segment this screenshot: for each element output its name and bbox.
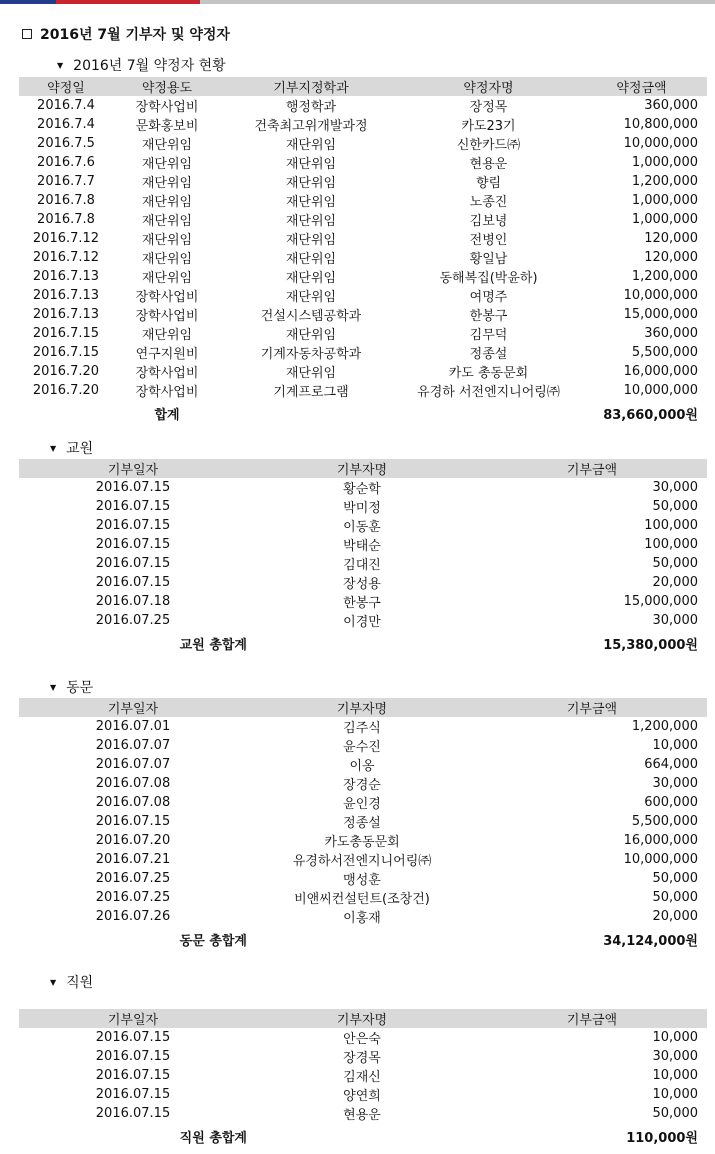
accent-gray — [200, 0, 715, 4]
table-cell: 건설시스템공학과 — [260, 309, 362, 324]
column-header: 기부일자 — [19, 698, 247, 717]
table-cell: 2016.07.21 — [95, 852, 171, 867]
table-cell: 100,000 — [644, 518, 698, 533]
triangle-bullet-icon: ▼ — [57, 60, 64, 70]
table-cell: 장경순 — [343, 778, 381, 793]
table-row — [19, 831, 707, 850]
table-cell: 2016.07.15 — [95, 556, 171, 571]
table-row — [19, 1047, 707, 1066]
pledge-table-body — [19, 96, 707, 426]
table-row — [19, 497, 707, 516]
table-cell: 이경만 — [343, 615, 381, 630]
table-cell: 황순학 — [343, 482, 381, 497]
accent-red — [56, 0, 200, 4]
total-value: 34,124,000원 — [603, 933, 698, 949]
table-cell: 전병인 — [469, 233, 508, 248]
total-row — [19, 1123, 707, 1149]
table-cell: 15,000,000 — [623, 307, 698, 322]
column-header: 기부금액 — [477, 459, 707, 478]
table-cell: 1,000,000 — [631, 193, 698, 208]
table-cell: 5,500,000 — [631, 814, 698, 829]
table-cell: 2016.07.25 — [95, 871, 171, 886]
table-cell: 30,000 — [652, 1049, 698, 1064]
table-cell: 10,000,000 — [623, 383, 698, 398]
table-row — [19, 1085, 707, 1104]
table-cell: 김주식 — [343, 721, 381, 736]
page-title-text: 2016년 7월 기부자 및 약정자 — [40, 27, 230, 43]
header-row — [19, 77, 707, 96]
table-row — [19, 717, 707, 736]
table-cell: 2016.7.8 — [37, 212, 95, 227]
table-cell: 10,000 — [652, 1087, 698, 1102]
table-cell: 양연희 — [343, 1089, 381, 1104]
table-cell: 2016.7.20 — [32, 364, 100, 379]
table-cell: 김무덕 — [469, 328, 508, 343]
table-cell: 2016.07.15 — [95, 518, 171, 533]
table-cell: 건축최고위개발과정 — [254, 119, 368, 134]
table-cell: 5,500,000 — [631, 345, 698, 360]
total-value: 83,660,000원 — [603, 407, 698, 423]
table-cell: 2016.7.4 — [37, 98, 95, 113]
table-cell: 2016.7.13 — [32, 307, 100, 322]
table-cell: 2016.7.13 — [32, 288, 100, 303]
table-cell: 2016.7.8 — [37, 193, 95, 208]
table-cell: 정종설 — [469, 347, 508, 362]
alumni-table-header — [19, 698, 707, 717]
column-header: 약정일 — [19, 77, 113, 96]
section-title-pledge — [57, 55, 226, 75]
total-spacer — [19, 400, 113, 426]
table-row — [19, 535, 707, 554]
table-cell: 장학사업비 — [135, 290, 199, 305]
table-cell: 10,000 — [652, 1068, 698, 1083]
faculty-table-body — [19, 478, 707, 656]
table-cell: 재단위임 — [285, 366, 337, 381]
table-cell: 2016.07.15 — [95, 1087, 171, 1102]
table-row — [19, 793, 707, 812]
column-header: 약정금액 — [576, 77, 707, 96]
table-cell: 30,000 — [652, 480, 698, 495]
table-cell: 윤수진 — [343, 740, 381, 755]
table-cell: 향림 — [475, 176, 502, 191]
table-cell: 재단위임 — [141, 157, 193, 172]
table-cell: 600,000 — [644, 795, 698, 810]
table-cell: 유경하서전엔지니어링㈜ — [292, 854, 432, 869]
table-cell: 2016.7.15 — [32, 326, 100, 341]
staff-table-header — [19, 1009, 707, 1028]
table-cell: 2016.07.15 — [95, 499, 171, 514]
table-row — [19, 210, 707, 229]
total-label: 합계 — [154, 407, 180, 423]
table-cell: 15,000,000 — [623, 594, 698, 609]
faculty-table-header — [19, 459, 707, 478]
table-cell: 한봉구 — [469, 309, 508, 324]
table-row — [19, 96, 707, 115]
table-row — [19, 324, 707, 343]
table-cell: 20,000 — [652, 575, 698, 590]
table-cell: 1,200,000 — [631, 269, 698, 284]
table-cell: 현용운 — [343, 1108, 381, 1123]
alumni-table — [19, 698, 707, 952]
table-cell: 재단위임 — [285, 233, 337, 248]
table-cell: 여명주 — [469, 290, 508, 305]
table-cell: 카도 총동문회 — [448, 366, 529, 381]
table-cell: 맹성훈 — [343, 873, 381, 888]
header-row — [19, 698, 707, 717]
table-cell: 2016.07.15 — [95, 1030, 171, 1045]
table-cell: 카도총동문회 — [324, 835, 400, 850]
table-row — [19, 1066, 707, 1085]
table-cell: 50,000 — [652, 556, 698, 571]
page-title — [22, 24, 230, 44]
table-row — [19, 153, 707, 172]
total-label: 동문 총합계 — [179, 933, 247, 949]
square-bullet-icon — [22, 29, 32, 39]
table-row — [19, 229, 707, 248]
table-row — [19, 191, 707, 210]
table-cell: 2016.07.20 — [95, 833, 171, 848]
pledge-table-header — [19, 77, 707, 96]
table-cell: 연구지원비 — [135, 347, 199, 362]
table-cell: 50,000 — [652, 871, 698, 886]
table-cell: 재단위임 — [285, 252, 337, 267]
total-row — [19, 400, 707, 426]
table-cell: 재단위임 — [285, 195, 337, 210]
table-row — [19, 1104, 707, 1123]
table-cell: 이옹 — [349, 759, 375, 774]
table-cell: 2016.7.13 — [32, 269, 100, 284]
table-cell: 10,000 — [652, 1030, 698, 1045]
table-cell: 16,000,000 — [623, 364, 698, 379]
table-cell: 재단위임 — [285, 290, 337, 305]
total-row — [19, 630, 707, 656]
table-cell: 50,000 — [652, 890, 698, 905]
table-row — [19, 305, 707, 324]
table-row — [19, 248, 707, 267]
table-cell: 장학사업비 — [135, 366, 199, 381]
top-accent-bar — [0, 0, 715, 4]
table-cell: 2016.07.15 — [95, 575, 171, 590]
table-cell: 재단위임 — [141, 271, 193, 286]
table-cell: 10,000,000 — [623, 136, 698, 151]
table-cell: 2016.7.12 — [32, 231, 100, 246]
table-cell: 김재신 — [343, 1070, 381, 1085]
table-cell: 신한카드㈜ — [456, 138, 521, 153]
total-value: 15,380,000원 — [603, 637, 698, 653]
table-cell: 황일남 — [469, 252, 508, 267]
table-cell: 2016.07.15 — [95, 814, 171, 829]
table-cell: 10,000,000 — [623, 288, 698, 303]
section-title-alumni — [50, 677, 93, 697]
table-cell: 장학사업비 — [135, 385, 199, 400]
table-cell: 10,800,000 — [623, 117, 698, 132]
table-cell: 2016.7.20 — [32, 383, 100, 398]
table-cell: 120,000 — [644, 231, 698, 246]
table-cell: 50,000 — [652, 499, 698, 514]
table-cell: 재단위임 — [285, 157, 337, 172]
table-cell: 정종설 — [343, 816, 381, 831]
table-row — [19, 1028, 707, 1047]
table-row — [19, 134, 707, 153]
table-cell: 이동훈 — [343, 520, 381, 535]
table-cell: 현용운 — [469, 157, 508, 172]
table-row — [19, 869, 707, 888]
table-cell: 2016.07.15 — [95, 480, 171, 495]
column-header: 기부일자 — [19, 1009, 247, 1028]
table-cell: 이홍재 — [343, 911, 381, 926]
table-row — [19, 554, 707, 573]
table-cell: 2016.7.7 — [37, 174, 95, 189]
staff-table — [19, 1009, 707, 1149]
table-cell: 재단위임 — [285, 214, 337, 229]
table-cell: 2016.07.15 — [95, 1049, 171, 1064]
table-cell: 장성용 — [343, 577, 381, 592]
table-cell: 노종진 — [469, 195, 508, 210]
table-cell: 재단위임 — [141, 214, 193, 229]
table-row — [19, 516, 707, 535]
table-cell: 1,200,000 — [631, 174, 698, 189]
column-header: 기부지정학과 — [221, 77, 401, 96]
table-row — [19, 611, 707, 630]
header-row — [19, 459, 707, 478]
table-cell: 2016.07.25 — [95, 613, 171, 628]
table-cell: 재단위임 — [285, 271, 337, 286]
table-cell: 유경하 서전엔지니어링㈜ — [417, 385, 560, 400]
table-row — [19, 774, 707, 793]
table-cell: 2016.7.12 — [32, 250, 100, 265]
section-title-text: 교원 — [66, 441, 94, 457]
table-cell: 2016.07.18 — [95, 594, 171, 609]
table-cell: 한봉구 — [343, 596, 381, 611]
table-cell: 30,000 — [652, 613, 698, 628]
column-header: 기부일자 — [19, 459, 247, 478]
pledge-table — [19, 77, 707, 426]
table-cell: 장학사업비 — [135, 309, 199, 324]
table-row — [19, 755, 707, 774]
table-cell: 10,000,000 — [623, 852, 698, 867]
table-cell: 2016.07.26 — [95, 909, 171, 924]
table-cell: 재단위임 — [285, 138, 337, 153]
table-cell: 문화홍보비 — [135, 119, 199, 134]
column-header: 기부자명 — [247, 1009, 477, 1028]
table-cell: 장경목 — [343, 1051, 381, 1066]
table-cell: 박태순 — [343, 539, 381, 554]
section-title-text: 직원 — [66, 975, 94, 991]
column-header: 기부자명 — [247, 459, 477, 478]
table-cell: 2016.07.15 — [95, 1068, 171, 1083]
table-cell: 2016.07.15 — [95, 537, 171, 552]
faculty-table — [19, 459, 707, 656]
table-cell: 재단위임 — [285, 328, 337, 343]
table-cell: 10,000 — [652, 738, 698, 753]
header-row — [19, 1009, 707, 1028]
table-cell: 50,000 — [652, 1106, 698, 1121]
column-header: 기부금액 — [477, 1009, 707, 1028]
table-cell: 16,000,000 — [623, 833, 698, 848]
table-cell: 2016.07.01 — [95, 719, 171, 734]
table-cell: 1,200,000 — [631, 719, 698, 734]
table-cell: 1,000,000 — [631, 155, 698, 170]
table-row — [19, 381, 707, 400]
table-cell: 행정학과 — [285, 100, 337, 115]
table-cell: 120,000 — [644, 250, 698, 265]
alumni-table-body — [19, 717, 707, 952]
table-cell: 박미정 — [343, 501, 381, 516]
table-cell: 비앤씨컨설턴트(조창건) — [294, 892, 430, 907]
table-cell: 장정목 — [469, 100, 508, 115]
column-header: 약정용도 — [113, 77, 221, 96]
table-cell: 기계프로그램 — [273, 385, 349, 400]
table-cell: 재단위임 — [141, 252, 193, 267]
table-cell: 30,000 — [652, 776, 698, 791]
triangle-bullet-icon: ▼ — [50, 682, 57, 692]
table-row — [19, 812, 707, 831]
table-row — [19, 362, 707, 381]
table-cell: 김보녕 — [469, 214, 508, 229]
table-cell: 재단위임 — [141, 195, 193, 210]
table-cell: 2016.7.4 — [37, 117, 95, 132]
table-cell: 100,000 — [644, 537, 698, 552]
table-cell: 360,000 — [644, 326, 698, 341]
table-cell: 360,000 — [644, 98, 698, 113]
table-cell: 장학사업비 — [135, 100, 199, 115]
total-label: 교원 총합계 — [179, 637, 247, 653]
section-title-text: 동문 — [66, 680, 94, 696]
triangle-bullet-icon: ▼ — [50, 977, 57, 987]
table-cell: 2016.07.07 — [95, 738, 171, 753]
table-cell: 윤인경 — [343, 797, 381, 812]
table-row — [19, 343, 707, 362]
table-cell: 김대진 — [343, 558, 381, 573]
table-cell: 664,000 — [644, 757, 698, 772]
total-value: 110,000원 — [626, 1130, 698, 1146]
staff-table-body — [19, 1028, 707, 1149]
table-cell: 기계자동차공학과 — [260, 347, 362, 362]
table-row — [19, 172, 707, 191]
table-row — [19, 286, 707, 305]
total-label: 직원 총합계 — [179, 1130, 247, 1146]
table-cell: 재단위임 — [141, 138, 193, 153]
column-header: 기부자명 — [247, 698, 477, 717]
triangle-bullet-icon: ▼ — [50, 443, 57, 453]
table-cell: 재단위임 — [141, 176, 193, 191]
table-cell: 2016.7.15 — [32, 345, 100, 360]
total-row — [19, 926, 707, 952]
table-cell: 2016.7.5 — [37, 136, 95, 151]
table-row — [19, 907, 707, 926]
table-row — [19, 267, 707, 286]
accent-blue — [0, 0, 56, 4]
table-cell: 1,000,000 — [631, 212, 698, 227]
table-row — [19, 115, 707, 134]
table-cell: 재단위임 — [141, 233, 193, 248]
table-row — [19, 573, 707, 592]
table-cell: 2016.07.15 — [95, 1106, 171, 1121]
section-title-faculty — [50, 438, 93, 458]
table-row — [19, 850, 707, 869]
section-title-staff — [50, 972, 93, 992]
table-cell: 카도23기 — [461, 119, 516, 134]
section-title-text: 2016년 7월 약정자 현황 — [73, 58, 226, 74]
table-cell: 2016.07.25 — [95, 890, 171, 905]
table-cell: 동해복집(박윤하) — [439, 271, 538, 286]
table-cell: 안은숙 — [343, 1032, 381, 1047]
table-cell: 2016.7.6 — [37, 155, 95, 170]
table-row — [19, 478, 707, 497]
table-cell: 2016.07.08 — [95, 776, 171, 791]
table-row — [19, 736, 707, 755]
table-cell: 2016.07.07 — [95, 757, 171, 772]
table-row — [19, 592, 707, 611]
table-cell: 재단위임 — [285, 176, 337, 191]
column-header: 기부금액 — [477, 698, 707, 717]
table-cell: 재단위임 — [141, 328, 193, 343]
table-cell: 20,000 — [652, 909, 698, 924]
table-row — [19, 888, 707, 907]
column-header: 약정자명 — [401, 77, 576, 96]
table-cell: 2016.07.08 — [95, 795, 171, 810]
